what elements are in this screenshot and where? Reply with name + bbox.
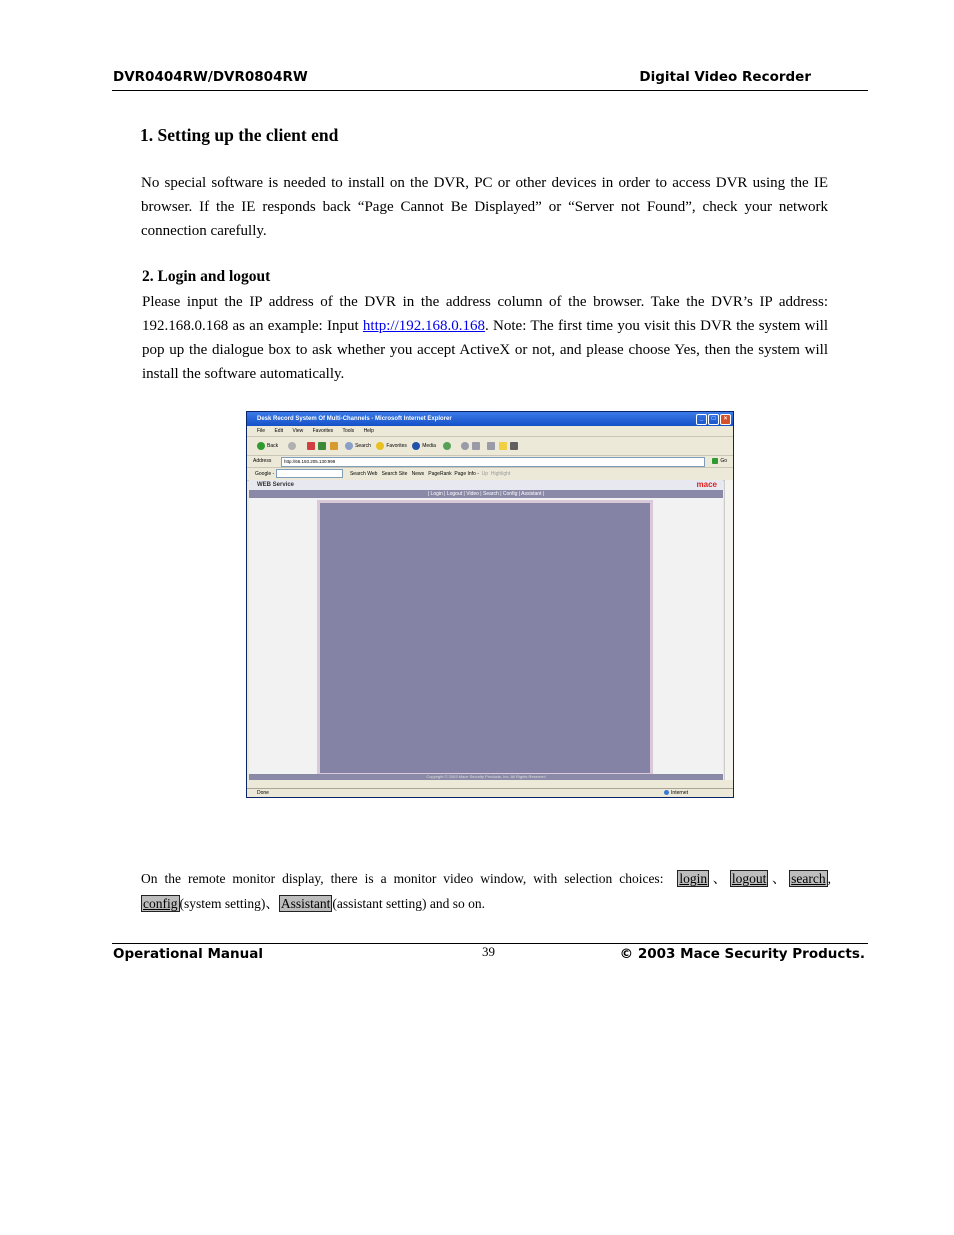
back-label: Back xyxy=(267,443,279,449)
section-title: 1. Setting up the client end xyxy=(140,125,339,145)
dvr-address-link[interactable]: http://192.168.0.168 xyxy=(362,318,486,334)
dvr-nav-bar: | Login | Logout | Video | Search | Config | Assistant | xyxy=(249,490,723,498)
subheading-login-logout: 2. Login and logout xyxy=(142,268,271,285)
maximize-icon: □ xyxy=(708,414,719,425)
media-label: Media xyxy=(422,443,436,449)
history-icon xyxy=(443,442,451,450)
monitor-frame xyxy=(317,500,653,776)
ie-address-bar xyxy=(247,456,733,468)
monitor-paragraph xyxy=(141,866,831,916)
menu-view: View xyxy=(292,428,304,434)
comma: , xyxy=(827,871,831,886)
ie-toolbar xyxy=(247,437,733,456)
status-zone-label: Internet xyxy=(671,790,688,796)
header-rule xyxy=(112,90,868,91)
monitor-line-2 xyxy=(141,895,485,912)
print-icon xyxy=(472,442,480,450)
google-up: Up xyxy=(481,471,489,477)
edit-icon xyxy=(487,442,495,450)
ie-menu-bar xyxy=(247,426,733,437)
go-button xyxy=(712,456,727,467)
internet-globe-icon xyxy=(664,790,669,795)
menu-file: File xyxy=(257,428,266,434)
login-paragraph xyxy=(142,290,828,386)
web-service-banner xyxy=(249,480,723,490)
monitor-line-1 xyxy=(141,866,831,891)
monitor-lead: On the remote monitor display, there is a monitor video window, with selection choices: xyxy=(141,871,664,886)
menu-help: Help xyxy=(363,428,374,434)
ie-status-bar xyxy=(247,788,733,797)
logout-button[interactable]: logout xyxy=(731,871,767,886)
monitor-tail: (assistant setting) and so on. xyxy=(332,896,485,911)
ie-title-bar xyxy=(247,412,733,426)
media-icon xyxy=(412,442,420,450)
google-search-site: Search Site xyxy=(381,471,408,477)
google-page-info: Page Info - xyxy=(454,471,479,477)
address-label: Address xyxy=(253,458,272,464)
footer-manual: Operational Manual xyxy=(113,946,263,962)
search-icon xyxy=(345,442,353,450)
web-content xyxy=(249,480,723,780)
favorites-label: Favorites xyxy=(386,443,407,449)
sep-1: 、 xyxy=(709,871,730,886)
address-input: http://66.193.205.130:999 xyxy=(281,457,705,467)
sep-2: 、 xyxy=(768,871,790,886)
mace-logo: mace xyxy=(696,480,717,489)
google-pagerank: PageRank xyxy=(428,471,452,477)
status-done: Done xyxy=(257,790,269,796)
google-label: Google - xyxy=(255,471,275,477)
favorites-star-icon xyxy=(376,442,384,450)
assistant-button[interactable]: Assistant xyxy=(280,896,331,911)
monitor-video-window xyxy=(320,503,650,773)
stop-icon xyxy=(307,442,315,450)
google-search-box xyxy=(276,469,343,478)
header-title: Digital Video Recorder xyxy=(639,69,811,85)
menu-favorites: Favorites xyxy=(312,428,334,434)
back-icon xyxy=(257,442,265,450)
google-highlight: Highlight xyxy=(490,471,511,477)
login-button[interactable]: login xyxy=(679,871,708,886)
ie-window-screenshot xyxy=(246,411,734,798)
web-service-label: WEB Service xyxy=(257,482,295,488)
search-button[interactable]: search xyxy=(791,871,826,886)
sep-3: 、 xyxy=(265,896,279,911)
status-zone xyxy=(664,789,688,798)
header-model: DVR0404RW/DVR0804RW xyxy=(113,69,308,85)
go-label: Go xyxy=(720,458,727,464)
home-icon xyxy=(330,442,338,450)
intro-paragraph: No special software is needed to install on the DVR, PC or other devices in order to access DVR using the IE browser. If the IE responds back “Page Cannot Be Displayed” or “Server not Found”, check your network connection carefully. xyxy=(141,175,828,239)
minimize-icon: _ xyxy=(696,414,707,425)
menu-edit: Edit xyxy=(274,428,284,434)
go-arrow-icon xyxy=(712,458,718,464)
menu-tools: Tools xyxy=(342,428,355,434)
web-copyright: Copyright © 2003 Mace Security Products, Inc. All Rights Reserved xyxy=(249,774,723,780)
film-icon xyxy=(510,442,518,450)
config-button[interactable]: config xyxy=(143,896,178,911)
google-search-web: Search Web xyxy=(349,471,378,477)
folder-icon xyxy=(499,442,507,450)
google-news: News xyxy=(411,471,425,477)
forward-icon xyxy=(288,442,296,450)
ie-window-title: Desk Record System Of Multi-Channels - Microsoft Internet Explorer xyxy=(257,416,452,422)
footer-copyright: © 2003 Mace Security Products. xyxy=(619,946,865,962)
close-icon: × xyxy=(720,414,731,425)
ie-scrollbar xyxy=(724,480,733,780)
search-label: Search xyxy=(355,443,371,449)
page-number: 39 xyxy=(482,944,495,959)
refresh-icon xyxy=(318,442,326,450)
mail-icon xyxy=(461,442,469,450)
login-text-after: . Note: The first time you visit this DVR the system will pop up the dialogue box to ask whether you accept ActiveX or not, and please choose Yes, then the system will install the software automatically. xyxy=(142,318,828,382)
config-note: (system setting) xyxy=(179,896,266,911)
login-text-before: Please input the IP address of the DVR in the address column of the browser. Take the DVR’s IP address: 192.168.0.168 as an example: Input xyxy=(142,294,828,334)
